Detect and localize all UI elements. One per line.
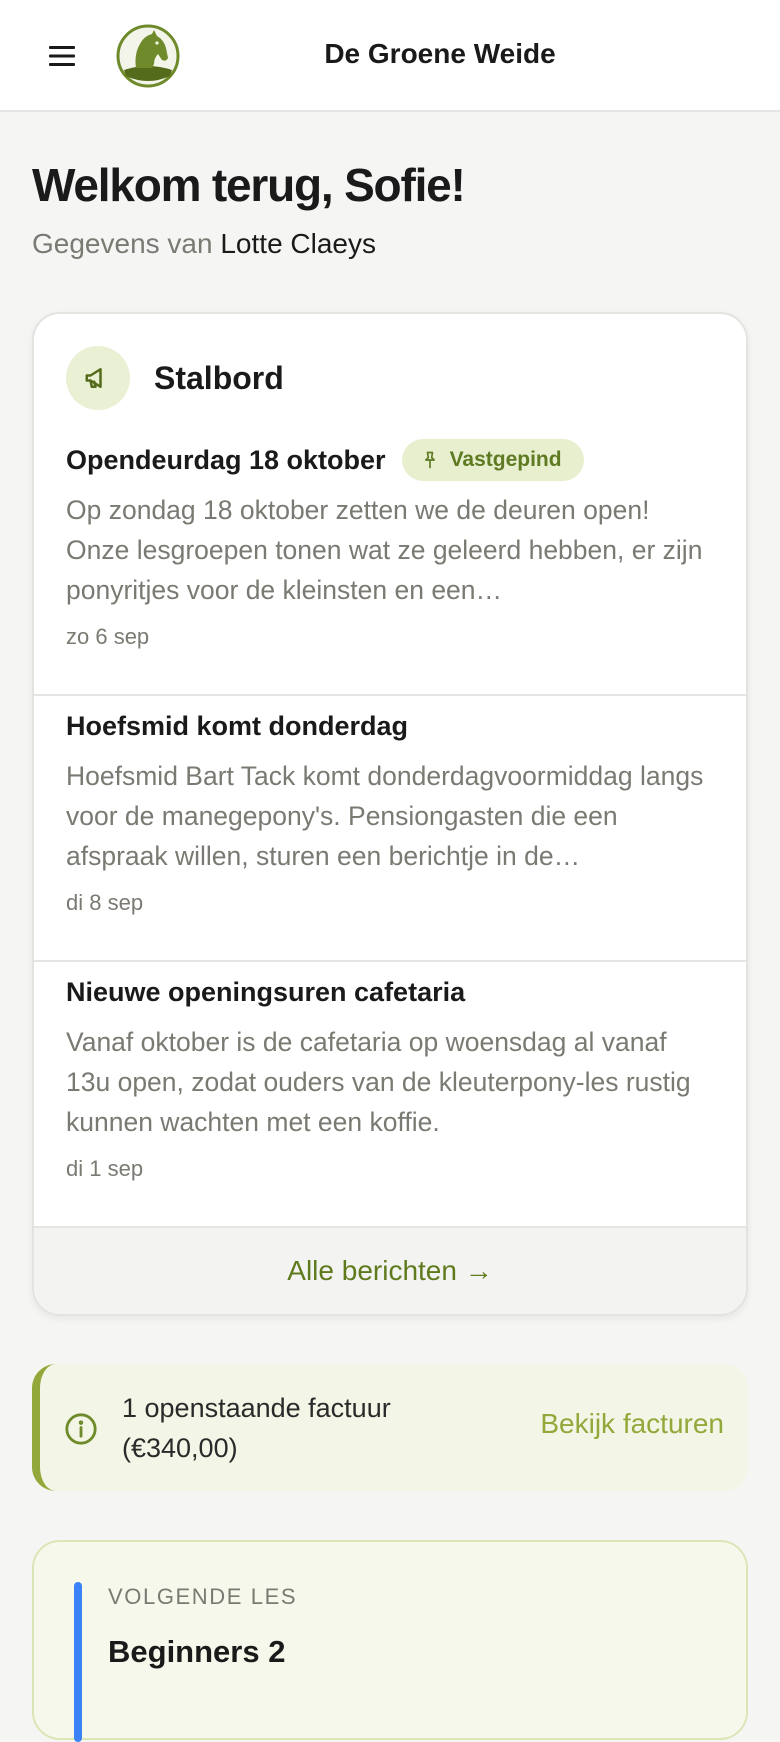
stalbord-header (66, 346, 284, 410)
post-excerpt: Vanaf oktober is de cafetaria op woensdag al vanaf 13u open, zodat ouders van de kleuterpony-les rustig kunnen wachten met een koffie. (66, 1027, 691, 1137)
pin-icon (420, 450, 440, 470)
post-title-row (66, 438, 714, 482)
invoice-amount: (€340,00) (122, 1433, 238, 1463)
stalbord-card (32, 312, 748, 1316)
post-divider (34, 694, 746, 696)
post-date: zo 6 sep (66, 624, 150, 649)
open-invoice-alert (32, 1364, 748, 1491)
post-item[interactable] (34, 704, 746, 916)
post-date: di 8 sep (66, 890, 144, 915)
invoice-count: 1 openstaande factuur (122, 1393, 391, 1423)
invoice-message (122, 1388, 391, 1468)
top-app-bar (0, 0, 780, 112)
rider-name: Lotte Claeys (220, 228, 376, 259)
post-divider (34, 960, 746, 962)
lesson-name: Beginners 2 (108, 1634, 286, 1669)
post-item[interactable] (34, 438, 746, 650)
post-date: di 1 sep (66, 1156, 144, 1181)
welcome-heading: Welkom terug, Sofie! (32, 159, 465, 211)
lesson-color-bar (74, 1582, 82, 1742)
post-item[interactable] (34, 970, 746, 1182)
post-excerpt: Hoefsmid Bart Tack komt donderdagvoormiddag langs voor de manegepony's. Pensiongasten die een afspraak willen, sturen een berichtje in de… (66, 761, 704, 871)
subtitle-prefix: Gegevens van (32, 228, 213, 259)
post-excerpt: Op zondag 18 oktober zetten we de deuren open! Onze lesgroepen tonen wat ze geleerd hebben, er zijn ponyritjes voor de kleinsten en een… (66, 495, 703, 605)
post-title: Nieuwe openingsuren cafetaria (66, 976, 466, 1007)
pinned-label: Vastgepind (449, 448, 562, 471)
next-lesson-card[interactable] (32, 1540, 748, 1740)
post-title: Opendeurdag 18 oktober (66, 444, 386, 475)
app-title: De Groene Weide (324, 38, 556, 69)
all-posts-link[interactable]: Alle berichten → (34, 1226, 746, 1314)
post-title: Hoefsmid komt donderdag (66, 710, 409, 741)
account-subtitle (32, 228, 376, 260)
info-icon (64, 1412, 98, 1446)
megaphone-icon (66, 346, 130, 410)
pinned-badge (402, 439, 584, 481)
stalbord-title: Stalbord (154, 359, 284, 396)
post-title-row (66, 704, 714, 748)
next-lesson-label: VOLGENDE LES (108, 1584, 298, 1609)
post-title-row (66, 970, 714, 1014)
view-invoices-link[interactable]: Bekijk facturen (540, 1408, 724, 1439)
